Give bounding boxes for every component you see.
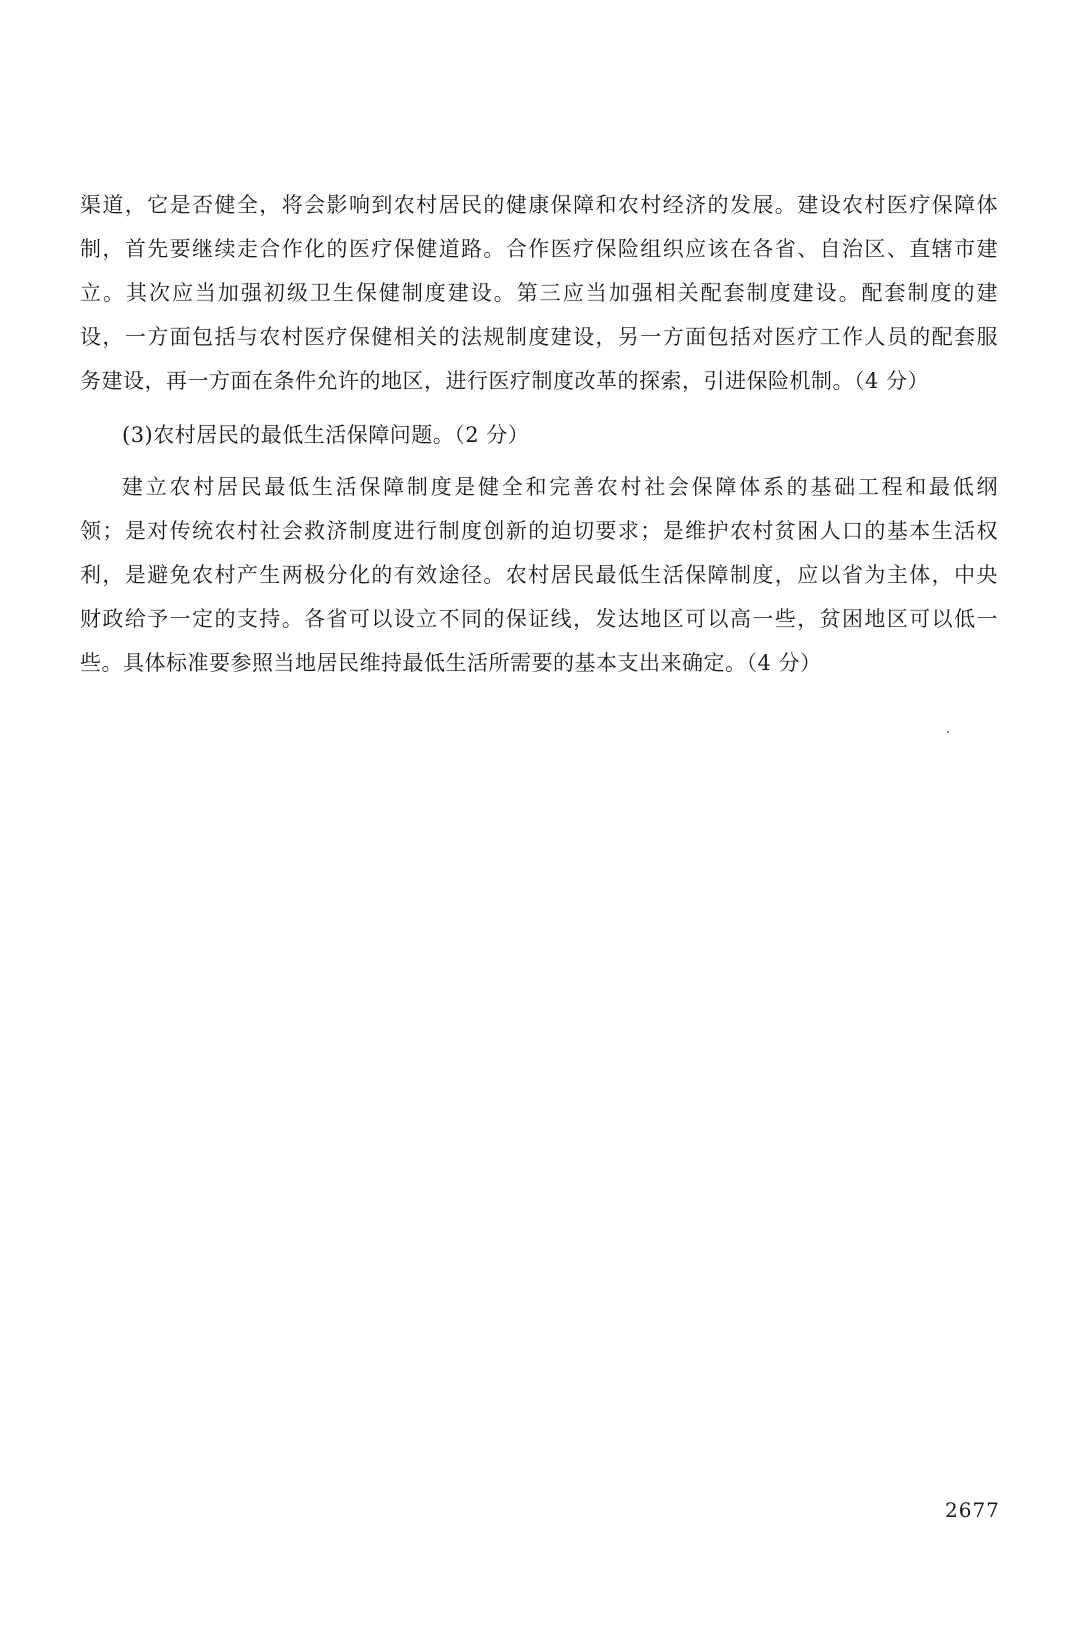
paragraph-line: 利，是避免农村产生两极分化的有效途径。农村居民最低生活保障制度，应以省为主体，中央	[80, 563, 998, 587]
paragraph-line: 领；是对传统农村社会救济制度进行制度创新的迫切要求；是维护农村贫困人口的基本生活权	[80, 519, 998, 543]
paragraph-line: 渠道，它是否健全，将会影响到农村居民的健康保障和农村经济的发展。建设农村医疗保障体	[80, 193, 998, 217]
paragraph-line: 些。具体标准要参照当地居民维持最低生活所需要的基本支出来确定。（4 分）	[80, 651, 822, 675]
page-number: 2677	[945, 1498, 1000, 1522]
paragraph-line: 制，首先要继续走合作化的医疗保健道路。合作医疗保险组织应该在各省、自治区、直辖市建	[80, 237, 998, 261]
paragraph-line: 财政给予一定的支持。各省可以设立不同的保证线，发达地区可以高一些，贫困地区可以低一	[80, 607, 998, 631]
scan-speck	[947, 731, 949, 733]
section-heading: (3)农村居民的最低生活保障问题。（2 分）	[122, 423, 530, 447]
paragraph-line: 立。其次应当加强初级卫生保健制度建设。第三应当加强相关配套制度建设。配套制度的建	[80, 281, 998, 305]
paragraph-line: 务建设，再一方面在条件允许的地区，进行医疗制度改革的探索，引进保险机制。（4 分）	[80, 369, 930, 393]
paragraph-line: 设，一方面包括与农村医疗保健相关的法规制度建设，另一方面包括对医疗工作人员的配套服	[80, 325, 998, 349]
paragraph-line: 建立农村居民最低生活保障制度是健全和完善农村社会保障体系的基础工程和最低纲	[122, 475, 998, 499]
